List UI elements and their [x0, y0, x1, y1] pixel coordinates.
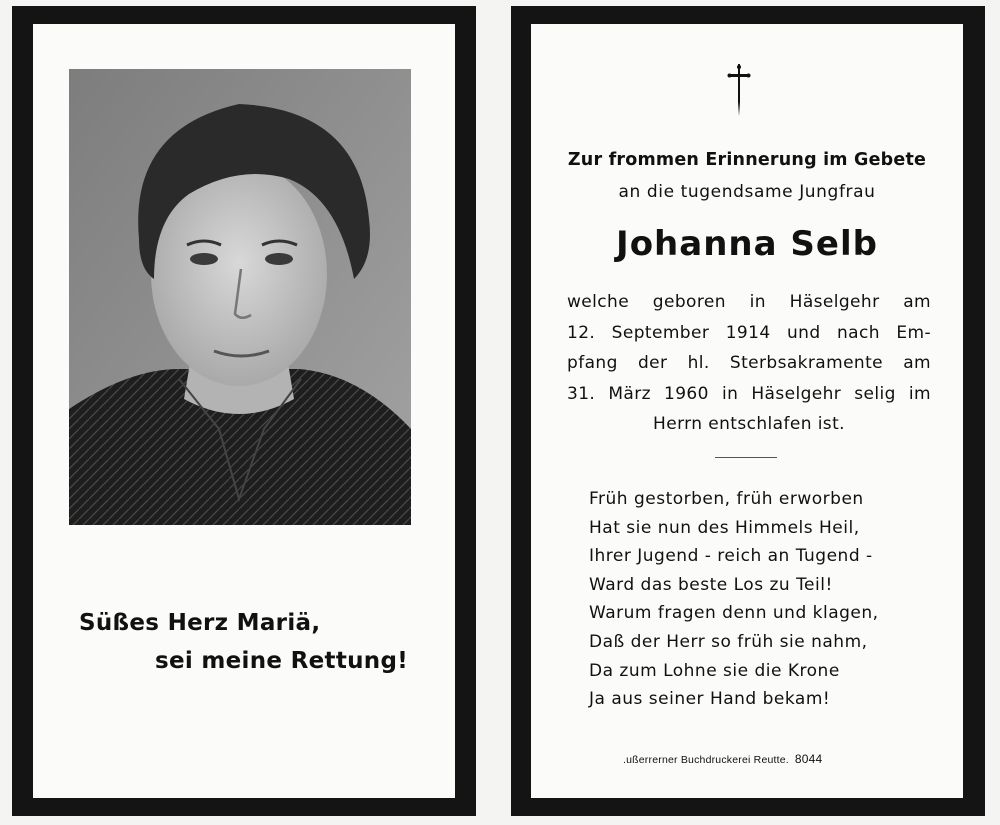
card-subheading: an die tugendsame Jungfrau — [618, 182, 876, 202]
memorial-card-right — [511, 6, 985, 816]
poem-line: Warum fragen denn und klagen, — [589, 603, 879, 624]
portrait-icon — [69, 69, 411, 525]
poem — [589, 485, 929, 714]
bio-line: 12. September 1914 und nach Em- — [567, 322, 931, 343]
cross-icon — [727, 64, 751, 116]
poem-line: Ja aus seiner Hand bekam! — [589, 689, 831, 710]
biography — [567, 287, 931, 440]
motto — [63, 604, 443, 680]
card-paper-left — [33, 24, 455, 798]
bio-line: Herrn entschlafen ist. — [653, 414, 845, 434]
memorial-card-left — [12, 6, 476, 816]
card-heading: Zur frommen Erinnerung im Gebete — [567, 150, 927, 170]
motto-line-2: sei meine Rettung! — [155, 648, 409, 674]
poem-line: Ihrer Jugend - reich an Tugend - — [589, 546, 873, 567]
divider — [715, 457, 777, 458]
motto-line-1: Süßes Herz Mariä, — [79, 610, 321, 636]
poem-line: Hat sie nun des Himmels Heil, — [589, 517, 860, 538]
poem-line: Früh gestorben, früh erworben — [589, 489, 864, 509]
printer-number: 8044 — [794, 752, 823, 766]
bio-line: welche geboren in Häselgehr am — [567, 292, 931, 312]
poem-line: Daß der Herr so früh sie nahm, — [589, 631, 868, 652]
card-paper-right — [531, 24, 963, 798]
poem-line: Da zum Lohne sie die Krone — [589, 660, 840, 681]
bio-line: pfang der hl. Sterbsakramente am — [567, 353, 931, 373]
printer-imprint — [623, 752, 893, 766]
printer-name: .ußerrerner Buchdruckerei Reutte. — [623, 754, 789, 766]
deceased-name: Johanna Selb — [616, 224, 878, 264]
portrait-photo — [69, 69, 411, 525]
bio-line: 31. März 1960 in Häselgehr selig im — [567, 383, 931, 404]
poem-line: Ward das beste Los zu Teil! — [589, 574, 833, 595]
